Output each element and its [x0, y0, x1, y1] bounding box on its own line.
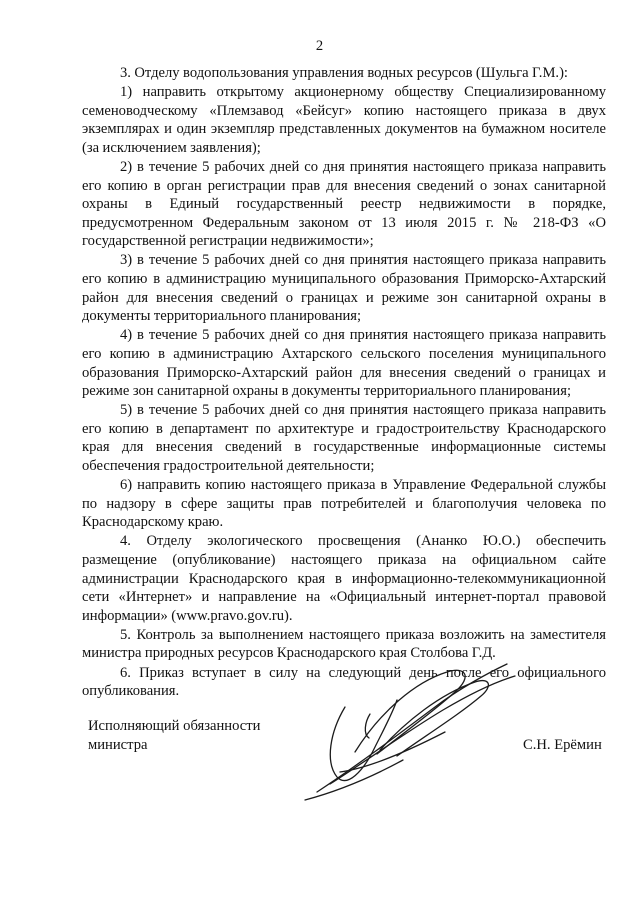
paragraph-subitem-2: 2) в течение 5 рабочих дней со дня принятия настоящего приказа направить его копию в орган регистрации прав для внесения сведений о зонах санитарной охраны в Единый государственный реестр недвижимости в порядке, предусмотренном Федеральным законом от 13 июля 2015 г. № 218-ФЗ «О государственной регистрации недвижимости»; [82, 158, 606, 250]
paragraph-subitem-5: 5) в течение 5 рабочих дней со дня принятия настоящего приказа направить его копию в департамент по архитектуре и градостроительству Краснодарского края для внесения сведений в государственные информационные системы обеспечения градостроительной деятельности; [82, 402, 606, 474]
signer-title [88, 717, 260, 755]
paragraph-item-4: 4. Отделу экологического просвещения (Ананко Ю.О.) обеспечить размещение (опубликование) настоящего приказа на официальном сайте администрации Краснодарского края в информационно-телекоммуникационной сети «Интернет» и направление на «Официальный интернет-портал правовой информации» (www.pravo.gov.ru). [82, 533, 606, 624]
document-body [82, 64, 606, 701]
handwritten-signature [285, 652, 525, 802]
paragraph-subitem-1: 1) направить открытому акционерному обществу Специализированному семеноводческому «Племзавод «Бейсуг» копию настоящего приказа в двух экземплярах и один экземпляр представленных документов на бумажном носителе (за исключением заявления); [82, 84, 606, 156]
paragraph-subitem-6: 6) направить копию настоящего приказа в Управление Федеральной службы по надзору в сфере защиты прав потребителей и благополучия человека по Краснодарскому краю. [82, 477, 606, 531]
paragraph-item-3-heading: 3. Отделу водопользования управления водных ресурсов (Шульга Г.М.): [120, 65, 568, 81]
signer-name: С.Н. Ерёмин [523, 737, 602, 753]
signer-title-line-1: Исполняющий обязанности [88, 718, 261, 734]
signer-title-line-2: министра [88, 737, 148, 753]
paragraph-item-5: 5. Контроль за выполнением настоящего приказа возложить на заместителя министра природных ресурсов Краснодарского края Столбова Г.Д. [82, 626, 606, 662]
page-number: 2 [315, 38, 324, 54]
paragraph-subitem-4: 4) в течение 5 рабочих дней со дня принятия настоящего приказа направить его копию в администрацию Ахтарского сельского поселения муниципального образования Приморско-Ахтарский район для внесения сведений о границах и режиме зон санитарной охраны в документы территориального планирования; [82, 327, 606, 400]
paragraph-subitem-3: 3) в течение 5 рабочих дней со дня принятия настоящего приказа направить его копию в администрацию муниципального образования Приморско-Ахтарский район для внесения сведений о границах и режиме зон санитарной охраны в документы территориального планирования; [82, 252, 606, 325]
paragraph-item-6: 6. Приказ вступает в силу на следующий день после его официального опубликования. [82, 664, 606, 700]
